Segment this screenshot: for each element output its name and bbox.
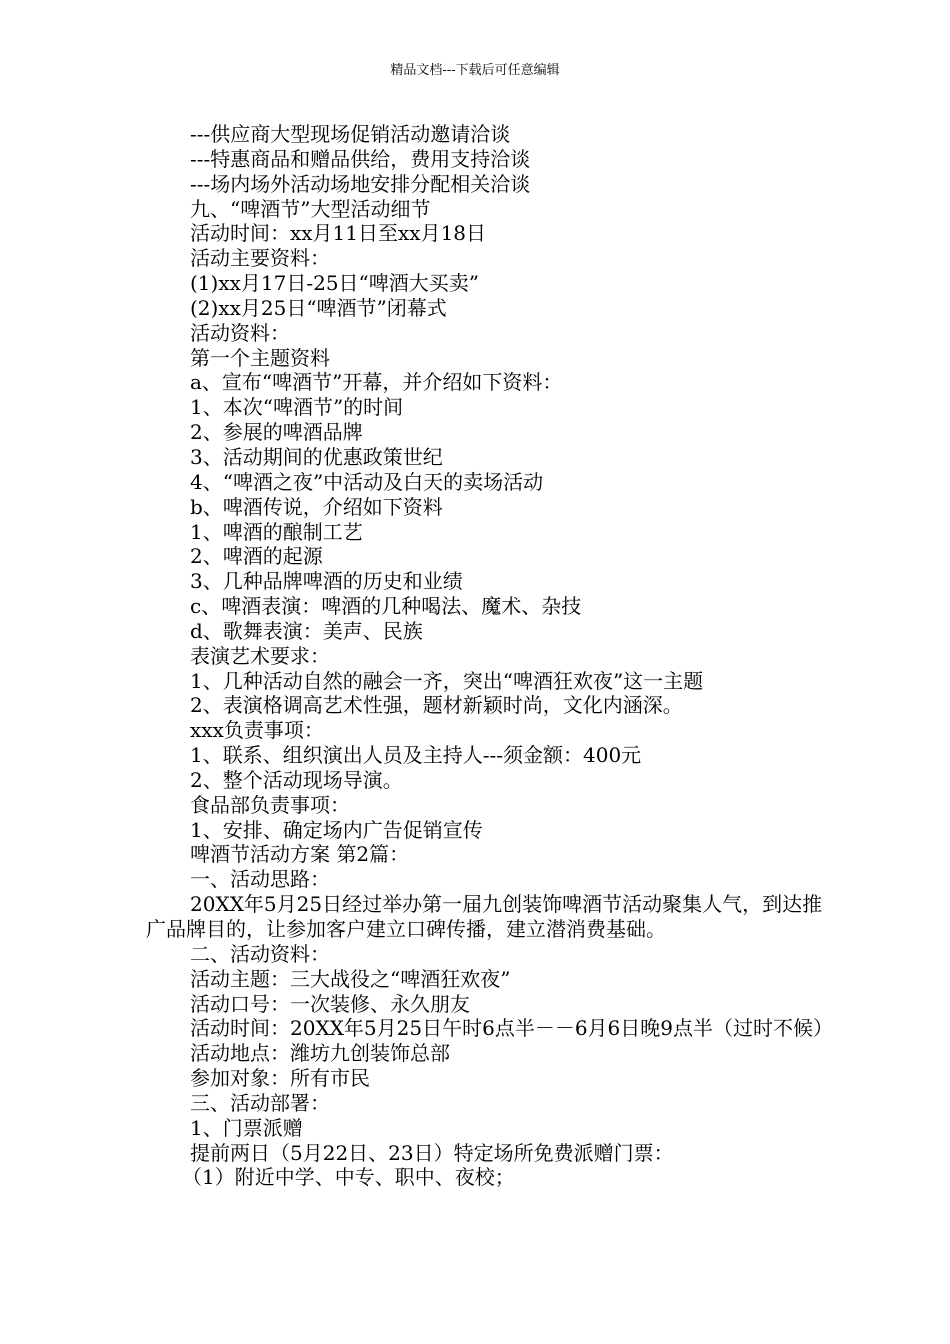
text-line: 活动资料： (190, 320, 290, 345)
text-line: 提前两日（5月22日、23日）特定场所免费派赠门票： (190, 1140, 674, 1165)
page-header: 精品文档---下载后可任意编辑 (390, 63, 560, 78)
text-line: (2)xx月25日“啤酒节”闭幕式 (190, 295, 447, 320)
text-line: 参加对象：所有市民 (190, 1066, 370, 1091)
text-line: 活动主要资料： (190, 246, 330, 271)
text-line: 2、参展的啤酒品牌 (190, 420, 363, 445)
text-line: 第一个主题资料 (190, 345, 330, 370)
text-line: d、歌舞表演：美声、民族 (190, 618, 423, 643)
text-line: 活动主题：三大战役之“啤酒狂欢夜” (190, 966, 511, 991)
text-line: a、宣布“啤酒节”开幕，并介绍如下资料： (190, 370, 563, 395)
section-heading: 一、活动思路： (190, 867, 330, 892)
text-line: 食品部负责事项： (190, 792, 350, 817)
text-line: 活动口号：一次装修、永久朋友 (190, 991, 470, 1016)
text-line: c、啤酒表演：啤酒的几种喝法、魔术、杂技 (190, 594, 582, 619)
text-line: 活动地点：潍坊九创装饰总部 (190, 1041, 450, 1066)
text-line: 1、门票派赠 (190, 1115, 303, 1140)
text-line: (1)xx月17日-25日“啤酒大买卖” (190, 271, 479, 296)
paragraph: 活动时间：20XX年5月25日午时6点半－－6月6日晚9点半（过时不候） (190, 1016, 833, 1041)
text-line: （1）附近中学、中专、职中、夜校； (182, 1165, 515, 1190)
text-line: 2、表演格调高艺术性强，题材新颖时尚，文化内涵深。 (190, 693, 683, 718)
text-line: 1、本次“啤酒节”的时间 (190, 395, 404, 420)
text-line: 4、“啤酒之夜”中活动及白天的卖场活动 (190, 469, 544, 494)
section-heading: 九、“啤酒节”大型活动细节 (190, 196, 431, 221)
text-line: 2、整个活动现场导演。 (190, 767, 403, 792)
text-line: 1、安排、确定场内广告促销宣传 (190, 817, 483, 842)
section-heading: 啤酒节活动方案 第2篇： (190, 842, 410, 867)
text-line: ---特惠商品和赠品供给，费用支持洽谈 (190, 146, 531, 171)
section-heading: 二、活动资料： (190, 941, 330, 966)
document-body (146, 122, 833, 1190)
text-line: 3、活动期间的优惠政策世纪 (190, 444, 443, 469)
text-line: 1、几种活动自然的融会一齐，突出“啤酒狂欢夜”这一主题 (190, 668, 704, 693)
text-line: 表演艺术要求： (190, 643, 330, 668)
section-heading: 三、活动部署： (190, 1090, 330, 1115)
paragraph: 20XX年5月25日经过举办第一届九创装饰啤酒节活动聚集人气，到达推广品牌目的，让参加客户建立口碑传播，建立潜消费基础。 (146, 892, 823, 941)
text-line: 2、啤酒的起源 (190, 544, 323, 569)
text-line: ---场内场外活动场地安排分配相关洽谈 (190, 171, 531, 196)
text-line: 1、联系、组织演出人员及主持人---须金额：400元 (190, 743, 642, 768)
text-line: b、啤酒传说，介绍如下资料 (190, 494, 443, 519)
text-line: 活动时间：xx月11日至xx月18日 (190, 221, 487, 246)
text-line: 3、几种品牌啤酒的历史和业绩 (190, 569, 463, 594)
text-line: ---供应商大型现场促销活动邀请洽谈 (190, 122, 511, 146)
text-line: xxx负责事项： (190, 718, 324, 743)
text-line: 1、啤酒的酿制工艺 (190, 519, 363, 544)
